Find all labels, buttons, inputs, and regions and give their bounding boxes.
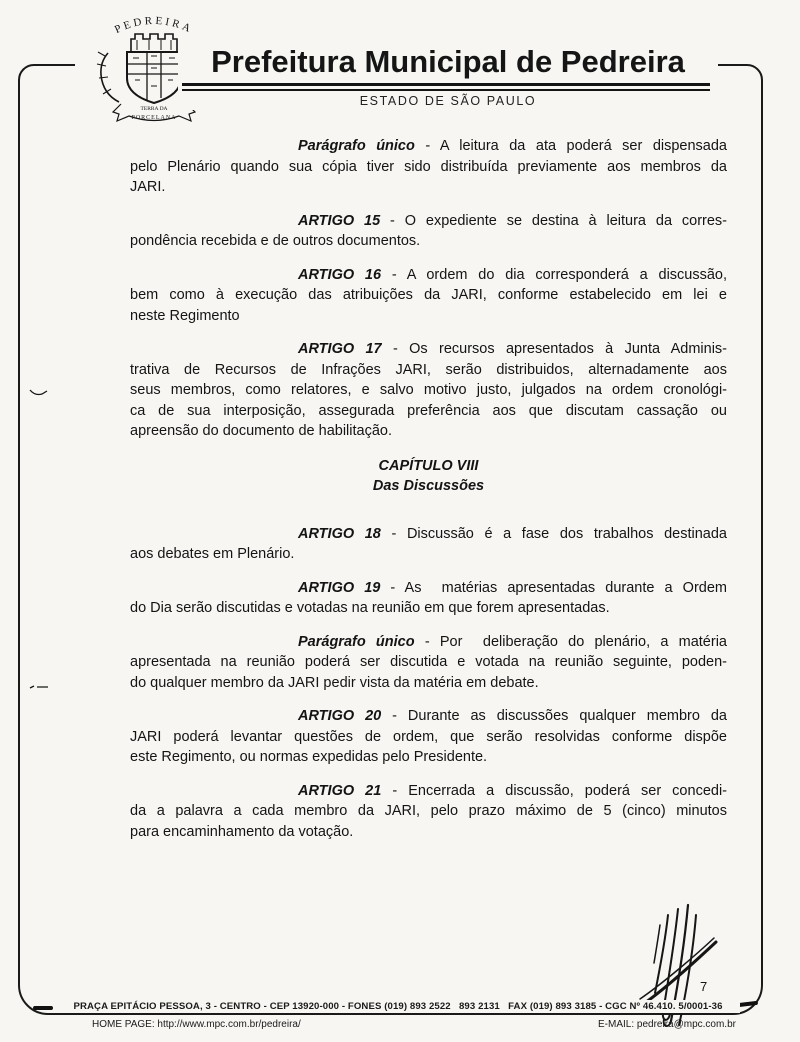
text-line: este Regimento, ou normas expedidas pelo Presidente. [130, 749, 488, 765]
text-line: CAPÍTULO VIII [378, 457, 479, 474]
footer-homepage: HOME PAGE: http://www.mpc.com.br/pedreira/ [92, 1019, 301, 1030]
paragraph [130, 524, 727, 565]
text-line: seus membros, como relatores, e salvo motivo justo, julgados na ordem cronológi- [130, 382, 727, 398]
crest-motto-line1: TERRA DA [140, 106, 168, 112]
text-line: Parágrafo único - Por deliberação do plenário, a matéria [298, 633, 727, 650]
article-label: Parágrafo único [298, 138, 415, 154]
signature-scribble [628, 893, 728, 1035]
margin-pen-mark [28, 682, 50, 692]
paragraph [130, 578, 727, 619]
article-label: ARTIGO 19 [298, 579, 381, 596]
text-line: pondência recebida e de outros documentos. [130, 233, 421, 249]
article-label: ARTIGO 18 [298, 525, 381, 542]
margin-pen-mark [28, 386, 50, 398]
page-number: 7 [700, 979, 708, 994]
title-underline [182, 83, 710, 86]
letterhead [178, 42, 718, 110]
text-line: ARTIGO 21 - Encerrada a discussão, poderá ser concedi- [298, 782, 727, 799]
text-line: ARTIGO 18 - Discussão é a fase dos trabalhos destinada [298, 525, 727, 542]
title-underline-2 [182, 89, 710, 91]
text-line: apresentada na reunião poderá ser discutida e votada na reunião seguinte, poden- [130, 654, 727, 670]
paragraph [130, 211, 727, 252]
article-label: ARTIGO 20 [298, 708, 382, 724]
paragraph [130, 632, 727, 694]
article-label: ARTIGO 16 [298, 266, 382, 283]
text-line: JARI poderá levantar questões de ordem, que serão resolvidas conforme dispõe [130, 728, 727, 745]
article-label: ARTIGO 15 [298, 212, 381, 229]
footer-rule-left-dash [33, 1006, 53, 1010]
paragraph [130, 339, 727, 442]
text-line: ARTIGO 17 - Os recursos apresentados à Junta Adminis- [298, 341, 728, 357]
letterhead-subtitle: ESTADO DE SÃO PAULO [359, 94, 537, 108]
text-line: ca de sua interposição, assegurada preferência aos que discutam cassação ou [130, 402, 727, 419]
text-line: ARTIGO 20 - Durante as discussões qualquer membro da [298, 708, 728, 724]
document-body [130, 136, 727, 855]
text-line: aos debates em Plenário. [130, 546, 295, 562]
text-line: Parágrafo único - A leitura da ata poderá ser dispensada [298, 138, 727, 154]
text-line: apreensão do documento de habilitação. [130, 423, 392, 439]
text-line: pelo Plenário quando sua cópia tiver sido distribuída previamente aos membros da [130, 158, 727, 175]
crest-arc-text: PEDREIRA [112, 14, 196, 36]
footer-email: E-MAIL: pedreira@mpc.com.br [598, 1019, 736, 1030]
article-label: Parágrafo único [298, 633, 415, 650]
svg-text:PEDREIRA [113, 15, 195, 36]
text-line: ARTIGO 16 - A ordem do dia corresponderá a discussão, [298, 266, 728, 283]
article-label: ARTIGO 21 [298, 782, 382, 799]
text-line: do Dia serão discutidas e votadas na reunião em que forem apresentadas. [130, 600, 610, 616]
crest-motto-line2: PORCELANA [131, 115, 177, 121]
text-line: JARI. [130, 179, 166, 195]
text-line: neste Regimento [130, 307, 240, 324]
text-line: bem como à execução das atribuições da JARI, conforme estabelecido em lei e [130, 287, 727, 303]
text-line: para encaminhamento da votação. [130, 823, 354, 840]
paragraph [130, 136, 727, 198]
footer-address-line: PRAÇA EPITÁCIO PESSOA, 3 - CENTRO - CEP 13920-000 - FONES (019) 893 2522 893 2131 FAX (019) 893 3185 - CGC Nº 46.410. 5/0001-36 [56, 1000, 740, 1013]
text-line: da a palavra a cada membro da JARI, pelo prazo máximo de 5 (cinco) minutos [130, 803, 727, 819]
text-line: ARTIGO 19 - As matérias apresentadas durante a Ordem [298, 579, 727, 596]
text-line: trativa de Recursos de Infrações JARI, serão distribuidos, alternadamente aos [130, 361, 727, 378]
paragraph [130, 781, 727, 843]
chapter-heading [130, 456, 727, 497]
letterhead-title: Prefeitura Municipal de Pedreira [211, 44, 685, 79]
text-line: ARTIGO 15 - O expediente se destina à leitura da corres- [298, 212, 728, 229]
text-line: Das Discussões [372, 478, 485, 494]
paragraph [130, 265, 727, 327]
paragraph [130, 706, 727, 768]
text-line: do qualquer membro da JARI pedir vista da matéria em debate. [130, 674, 539, 691]
article-label: ARTIGO 17 [298, 341, 382, 357]
